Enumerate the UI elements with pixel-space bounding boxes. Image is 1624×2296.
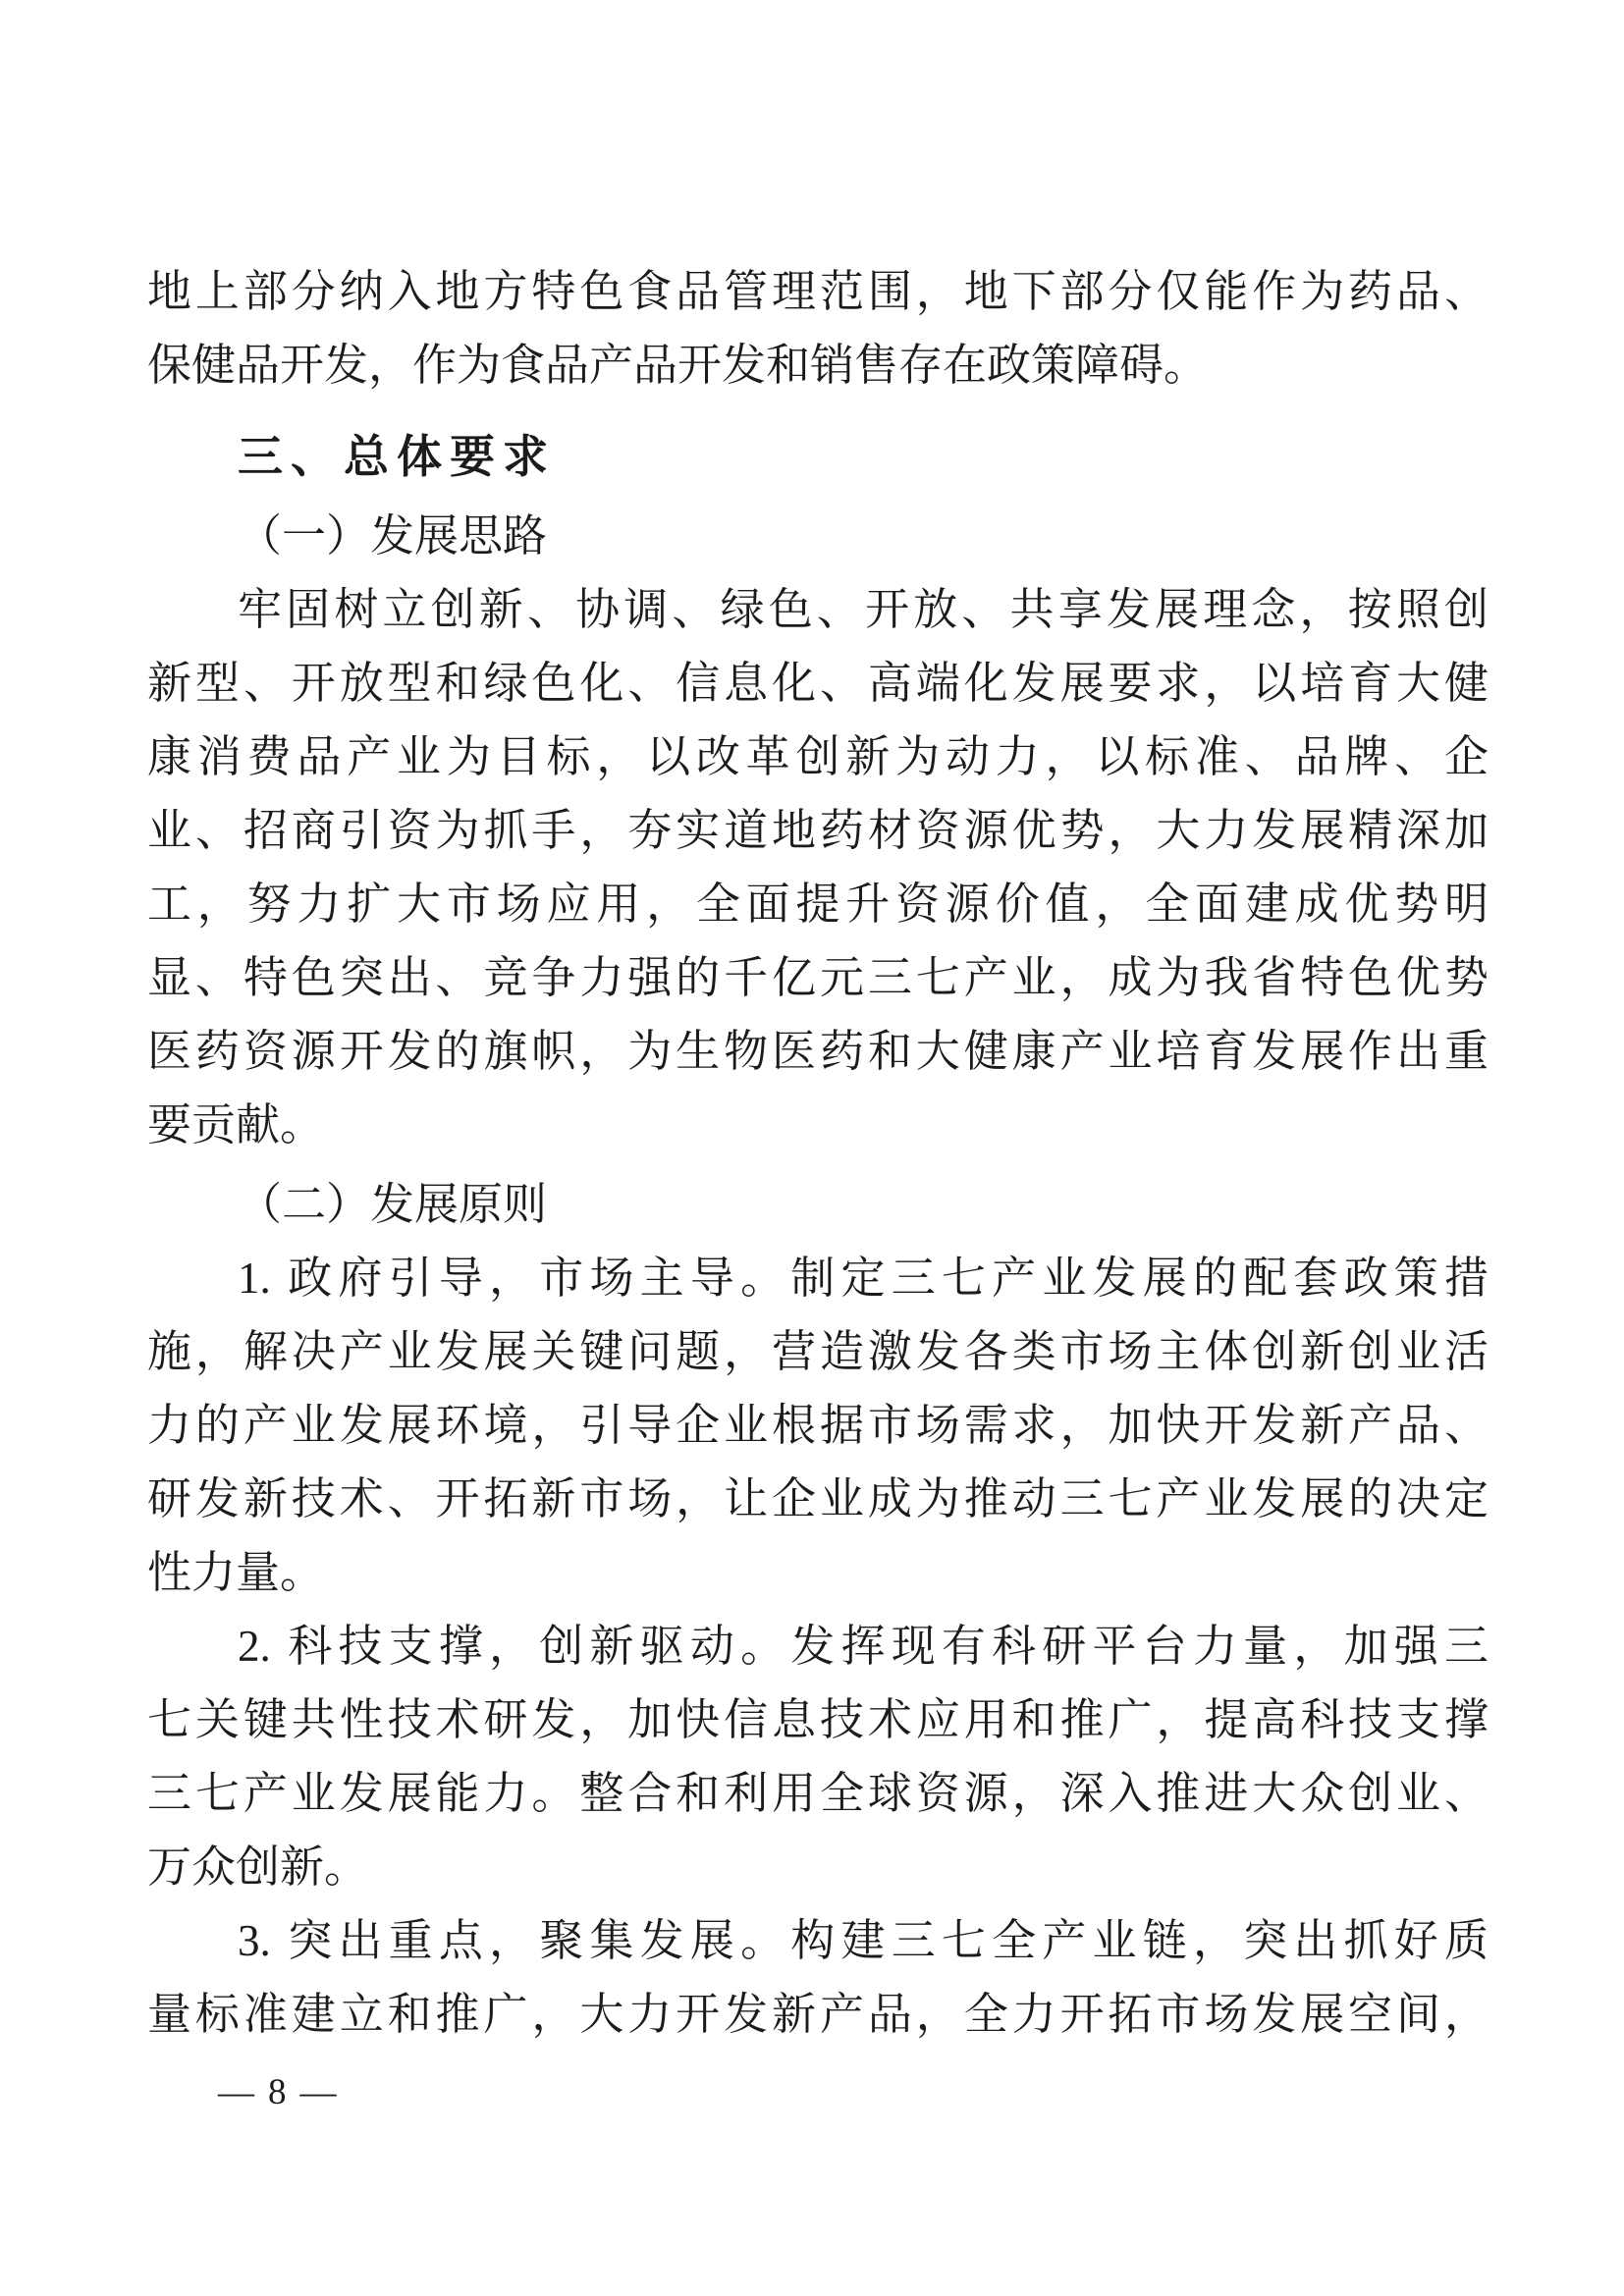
text-line: 新型、开放型和绿色化、信息化、高端化发展要求，以培育大健 (147, 659, 1489, 708)
text-line: 保健品开发，作为食品产品开发和销售存在政策障碍。 (147, 341, 1209, 390)
text-line: 显、特色突出、竞争力强的千亿元三七产业，成为我省特色优势 (147, 953, 1489, 1002)
footer-dash-right: — (299, 2072, 337, 2112)
text-line: 万众创新。 (147, 1842, 369, 1892)
text-line: 研发新技术、开拓新市场，让企业成为推动三七产业发展的决定 (147, 1474, 1489, 1523)
section-heading: 三、总体要求 (238, 431, 556, 482)
text-line: 康消费品产业为目标，以改革创新为动力，以标准、品牌、企 (147, 732, 1489, 781)
document-body (147, 255, 1489, 2052)
text-line: 七关键共性技术研发，加快信息技术应用和推广，提高科技支撑 (147, 1695, 1489, 1744)
page-footer (218, 2071, 337, 2114)
text-line: 性力量。 (147, 1548, 325, 1597)
text-line: 1. 政府引导，市场主导。制定三七产业发展的配套政策措 (238, 1254, 1489, 1303)
text-line: 力的产业发展环境，引导企业根据市场需求，加快开发新产品、 (147, 1401, 1489, 1450)
text-line: 2. 科技支撑，创新驱动。发挥现有科研平台力量，加强三 (238, 1622, 1489, 1671)
page-number: 8 (268, 2072, 287, 2112)
text-line: 3. 突出重点，聚集发展。构建三七全产业链，突出抓好质 (238, 1916, 1489, 1965)
text-line: 量标准建立和推广，大力开发新产品，全力开拓市场发展空间， (147, 1990, 1489, 2039)
text-line: 地上部分纳入地方特色食品管理范围，地下部分仅能作为药品、 (147, 267, 1489, 316)
text-line: 要贡献。 (147, 1100, 325, 1149)
text-line: 三七产业发展能力。整合和利用全球资源，深入推进大众创业、 (147, 1769, 1489, 1818)
text-line: 医药资源开发的旗帜，为生物医药和大健康产业培育发展作出重 (147, 1027, 1489, 1076)
footer-dash-left: — (218, 2072, 254, 2112)
text-line: 业、招商引资为抓手，夯实道地药材资源优势，大力发展精深加 (147, 806, 1489, 855)
subsection-heading: （一）发展思路 (238, 511, 548, 561)
text-line: 工，努力扩大市场应用，全面提升资源价值，全面建成优势明 (147, 880, 1489, 929)
text-line: 施，解决产业发展关键问题，营造激发各类市场主体创新创业活 (147, 1327, 1489, 1376)
text-line: 牢固树立创新、协调、绿色、开放、共享发展理念，按照创 (238, 585, 1489, 634)
subsection-heading: （二）发展原则 (238, 1180, 548, 1229)
